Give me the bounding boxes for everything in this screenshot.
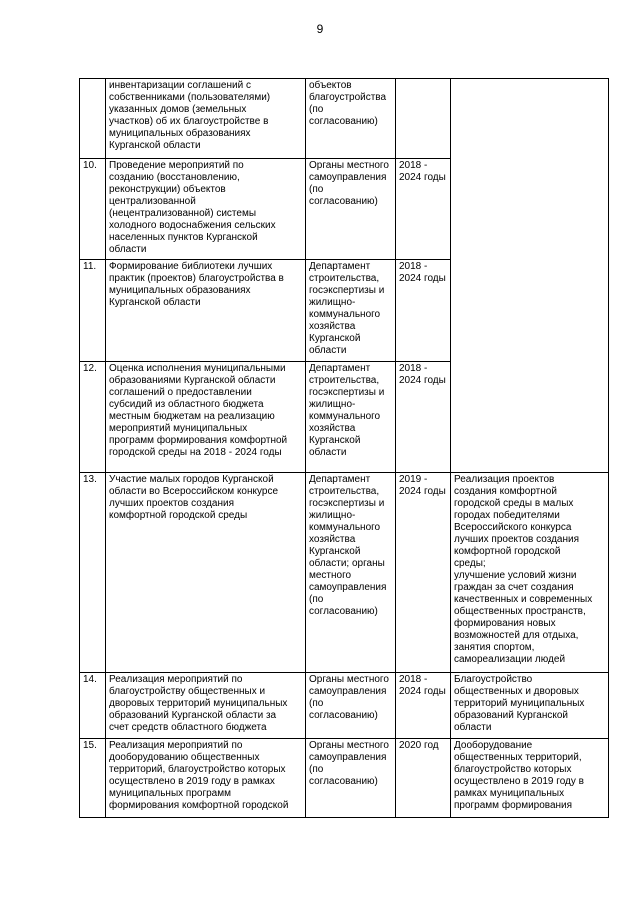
measure-name: инвентаризации соглашений с собственниками (пользователями) указанных домов (земельных участков) об их благоустройстве в муниципальных образованиях Курганской области bbox=[106, 79, 306, 159]
term: 2018 - 2024 годы bbox=[396, 159, 451, 260]
term bbox=[396, 79, 451, 159]
row-number: 14. bbox=[80, 673, 106, 739]
row-number bbox=[80, 79, 106, 159]
row-number: 10. bbox=[80, 159, 106, 260]
table-row bbox=[80, 473, 609, 673]
responsible: Органы местного самоуправления (по согласованию) bbox=[306, 673, 396, 739]
table-row bbox=[80, 79, 609, 159]
measure-name: Проведение мероприятий по созданию (восстановлению, реконструкции) объектов централизованной (нецентрализованной) системы холодного водоснабжения сельских населенных пунктов Курганской области bbox=[106, 159, 306, 260]
page-number: 9 bbox=[316, 22, 324, 36]
result: Благоустройство общественных и дворовых территорий муниципальных образований Курганской области bbox=[451, 673, 609, 739]
measure-name: Участие малых городов Курганской области во Всероссийском конкурсе лучших проектов создания комфортной городской среды bbox=[106, 473, 306, 673]
responsible: Департамент строительства, госэкспертизы и жилищно- коммунального хозяйства Курганской области bbox=[306, 260, 396, 362]
result: Дооборудование общественных территорий, благоустройство которых осуществлено в 2019 году в рамках муниципальных программ формирования bbox=[451, 739, 609, 818]
responsible: Органы местного самоуправления (по согласованию) bbox=[306, 159, 396, 260]
responsible: объектов благоустройства (по согласованию) bbox=[306, 79, 396, 159]
term: 2018 - 2024 годы bbox=[396, 673, 451, 739]
term: 2019 - 2024 годы bbox=[396, 473, 451, 673]
term: 2020 год bbox=[396, 739, 451, 818]
responsible: Органы местного самоуправления (по согласованию) bbox=[306, 739, 396, 818]
measures-table bbox=[79, 78, 609, 818]
measure-name: Реализация мероприятий по благоустройству общественных и дворовых территорий муниципальных образований Курганской области за счет средств областного бюджета bbox=[106, 673, 306, 739]
measure-name: Формирование библиотеки лучших практик (проектов) благоустройства в муниципальных образованиях Курганской области bbox=[106, 260, 306, 362]
table-row bbox=[80, 739, 609, 818]
row-number: 11. bbox=[80, 260, 106, 362]
term: 2018 - 2024 годы bbox=[396, 362, 451, 473]
row-number: 13. bbox=[80, 473, 106, 673]
table-row bbox=[80, 673, 609, 739]
result-empty bbox=[451, 79, 609, 473]
term: 2018 - 2024 годы bbox=[396, 260, 451, 362]
responsible: Департамент строительства, госэкспертизы и жилищно- коммунального хозяйства Курганской области bbox=[306, 362, 396, 473]
result: Реализация проектов создания комфортной городской среды в малых городах победителями Всероссийского конкурса лучших проектов создания комфортной городской среды; улучшение условий жизни граждан за счет создания качественных и современных общественных пространств, формирования новых возможностей для отдыха, занятия спортом, самореализации людей bbox=[451, 473, 609, 673]
row-number: 15. bbox=[80, 739, 106, 818]
row-number: 12. bbox=[80, 362, 106, 473]
measure-name: Реализация мероприятий по дооборудованию общественных территорий, благоустройство которых осуществлено в 2019 году в рамках муниципальных программ формирования комфортной городской bbox=[106, 739, 306, 818]
measure-name: Оценка исполнения муниципальными образованиями Курганской области соглашений о предоставлении субсидий из областного бюджета местным бюджетам на реализацию мероприятий муниципальных программ формирования комфортной городской среды на 2018 - 2024 годы bbox=[106, 362, 306, 473]
responsible: Департамент строительства, госэкспертизы и жилищно- коммунального хозяйства Курганской области; органы местного самоуправления (по согласованию) bbox=[306, 473, 396, 673]
